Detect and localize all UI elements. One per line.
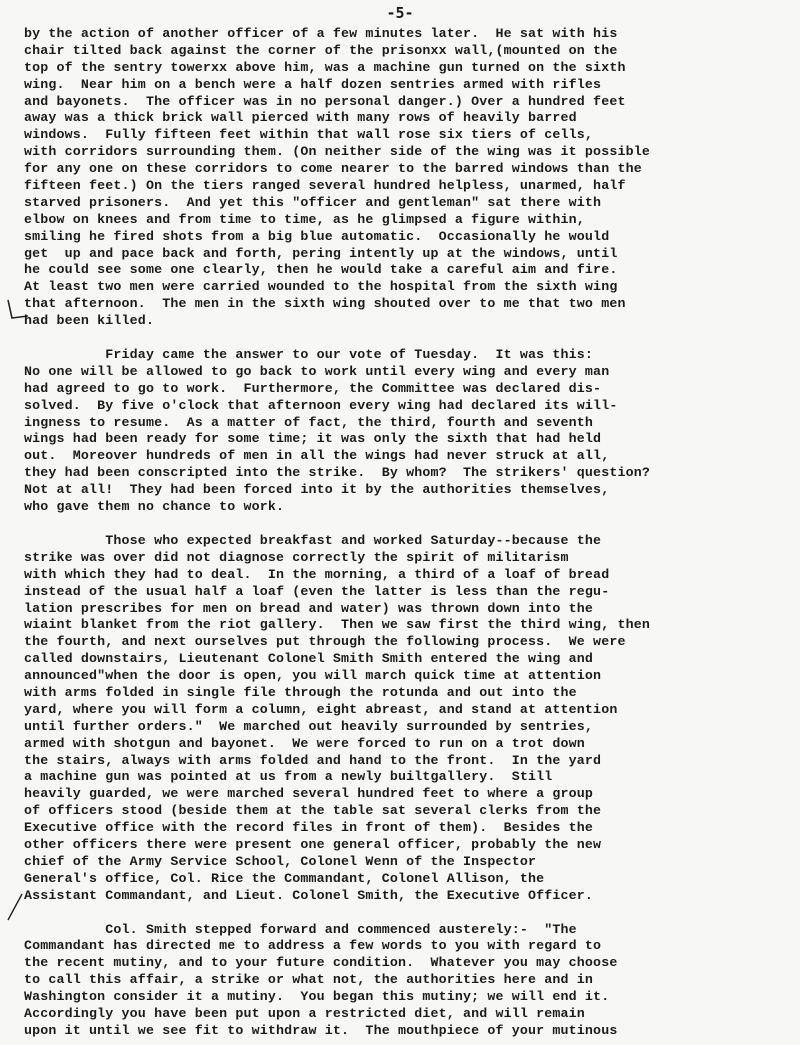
text-line: with corridors surrounding them. (On neither side of the wing was it possible <box>24 144 650 160</box>
text-line: yard, where you will form a column, eight abreast, and stand at attention <box>24 701 618 717</box>
text-line: Commandant has directed me to address a few words to you with regard to <box>24 938 602 954</box>
text-line: strike was over did not diagnose correctly the spirit of militarism <box>24 549 569 565</box>
text-line: other officers there were present one general officer, probably the new <box>24 836 602 852</box>
text-line: heavily guarded, we were marched several hundred feet to where a group <box>24 786 594 802</box>
text-line: top of the sentry towerxx above him, was a machine gun turned on the sixth <box>24 59 626 75</box>
text-line: and bayonets. The officer was in no personal danger.) Over a hundred feet <box>24 93 626 109</box>
text-line: ingness to resume. As a matter of fact, the third, fourth and seventh <box>24 414 594 430</box>
text-line: armed with shotgun and bayonet. We were forced to run on a trot down <box>24 735 585 751</box>
text-line: Accordingly you have been put upon a restricted diet, and will remain <box>24 1005 585 1021</box>
page-number: -5- <box>386 4 414 22</box>
text-line: of officers stood (beside them at the table sat several clerks from the <box>24 803 602 819</box>
text-line: chair tilted back against the corner of the prisonxx wall,(mounted on the <box>24 42 618 58</box>
text-line: to call this affair, a strike or what not, the authorities here and in <box>24 972 594 988</box>
text-line: lation prescribes for men on bread and water) was thrown down into the <box>24 600 594 616</box>
text-line: upon it until we see fit to withdraw it. The mouthpiece of your mutinous <box>24 1022 618 1038</box>
text-line: had been killed. <box>24 313 155 329</box>
text-line: until further orders." We marched out heavily surrounded by sentries, <box>24 718 594 734</box>
text-line: by the action of another officer of a few minutes later. He sat with his <box>24 26 618 41</box>
text-line: solved. By five o'clock that afternoon every wing had declared its will- <box>24 397 618 413</box>
text-line: Executive office with the record files in front of them). Besides the <box>24 820 594 836</box>
text-line: Col. Smith stepped forward and commenced austerely:- "The <box>24 921 577 937</box>
text-line: the stairs, always with arms folded and hand to the front. In the yard <box>24 752 602 768</box>
text-line: Not at all! They had been forced into it by the authorities themselves, <box>24 482 610 498</box>
text-line: wiaint blanket from the riot gallery. Then we saw first the third wing, then <box>24 617 650 633</box>
paragraph-3 <box>24 533 800 905</box>
text-line: that afternoon. The men in the sixth wing shouted over to me that two men <box>24 296 626 312</box>
text-line: get up and pace back and forth, pering intently up at the windows, until <box>24 245 618 261</box>
text-line: away was a thick brick wall pierced with many rows of heavily barred <box>24 110 577 126</box>
body-text <box>24 26 800 1040</box>
paragraph-gap <box>24 516 800 533</box>
text-line: Those who expected breakfast and worked Saturday--because the <box>24 532 602 548</box>
text-line: he could see some one clearly, then he would take a careful aim and fire. <box>24 262 618 278</box>
text-line: they had been conscripted into the strike. By whom? The strikers' question? <box>24 465 650 481</box>
paragraph-gap <box>24 330 800 347</box>
text-line: elbow on knees and from time to time, as he glimpsed a figure within, <box>24 211 585 227</box>
text-line: who gave them no chance to work. <box>24 499 285 515</box>
text-line: wing. Near him on a bench were a half dozen sentries armed with rifles <box>24 76 602 92</box>
paragraph-2 <box>24 347 800 516</box>
paragraph-gap <box>24 905 800 922</box>
text-line: Washington consider it a mutiny. You began this mutiny; we will end it. <box>24 989 610 1005</box>
text-line: a machine gun was pointed at us from a newly builtgallery. Still <box>24 769 553 785</box>
text-line: had agreed to go to work. Furthermore, the Committee was declared dis- <box>24 380 602 396</box>
text-line: with which they had to deal. In the morning, a third of a loaf of bread <box>24 566 610 582</box>
paragraph-1 <box>24 26 800 330</box>
text-line: fifteen feet.) On the tiers ranged several hundred helpless, unarmed, half <box>24 178 626 194</box>
text-line: the fourth, and next ourselves put through the following process. We were <box>24 634 626 650</box>
text-line: instead of the usual half a loaf (even the latter is less than the regu- <box>24 583 610 599</box>
text-line: out. Moreover hundreds of men in all the wings had never struck at all, <box>24 448 610 464</box>
text-line: called downstairs, Lieutenant Colonel Smith Smith entered the wing and <box>24 651 594 667</box>
text-line: for any one on these corridors to come nearer to the barred windows than the <box>24 161 642 177</box>
text-line: smiling he fired shots from a big blue automatic. Occasionally he would <box>24 228 610 244</box>
text-line: windows. Fully fifteen feet within that wall rose six tiers of cells, <box>24 127 594 143</box>
paragraph-4 <box>24 922 800 1040</box>
text-line: At least two men were carried wounded to the hospital from the sixth wing <box>24 279 618 295</box>
text-line: General's office, Col. Rice the Commandant, Colonel Allison, the <box>24 870 545 886</box>
text-line: starved prisoners. And yet this "officer and gentleman" sat there with <box>24 194 602 210</box>
text-line: Friday came the answer to our vote of Tuesday. It was this: <box>24 347 594 363</box>
text-line: wings had been ready for some time; it was only the sixth that had held <box>24 431 602 447</box>
text-line: No one will be allowed to go back to work until every wing and every man <box>24 363 610 379</box>
text-line: with arms folded in single file through the rotunda and out into the <box>24 684 577 700</box>
text-line: announced"when the door is open, you will march quick time at attention <box>24 668 602 684</box>
text-line: Assistant Commandant, and Lieut. Colonel Smith, the Executive Officer. <box>24 887 594 903</box>
text-line: chief of the Army Service School, Colonel Wenn of the Inspector <box>24 853 537 869</box>
text-line: the recent mutiny, and to your future condition. Whatever you may choose <box>24 955 618 971</box>
margin-slash-mark <box>4 892 26 922</box>
